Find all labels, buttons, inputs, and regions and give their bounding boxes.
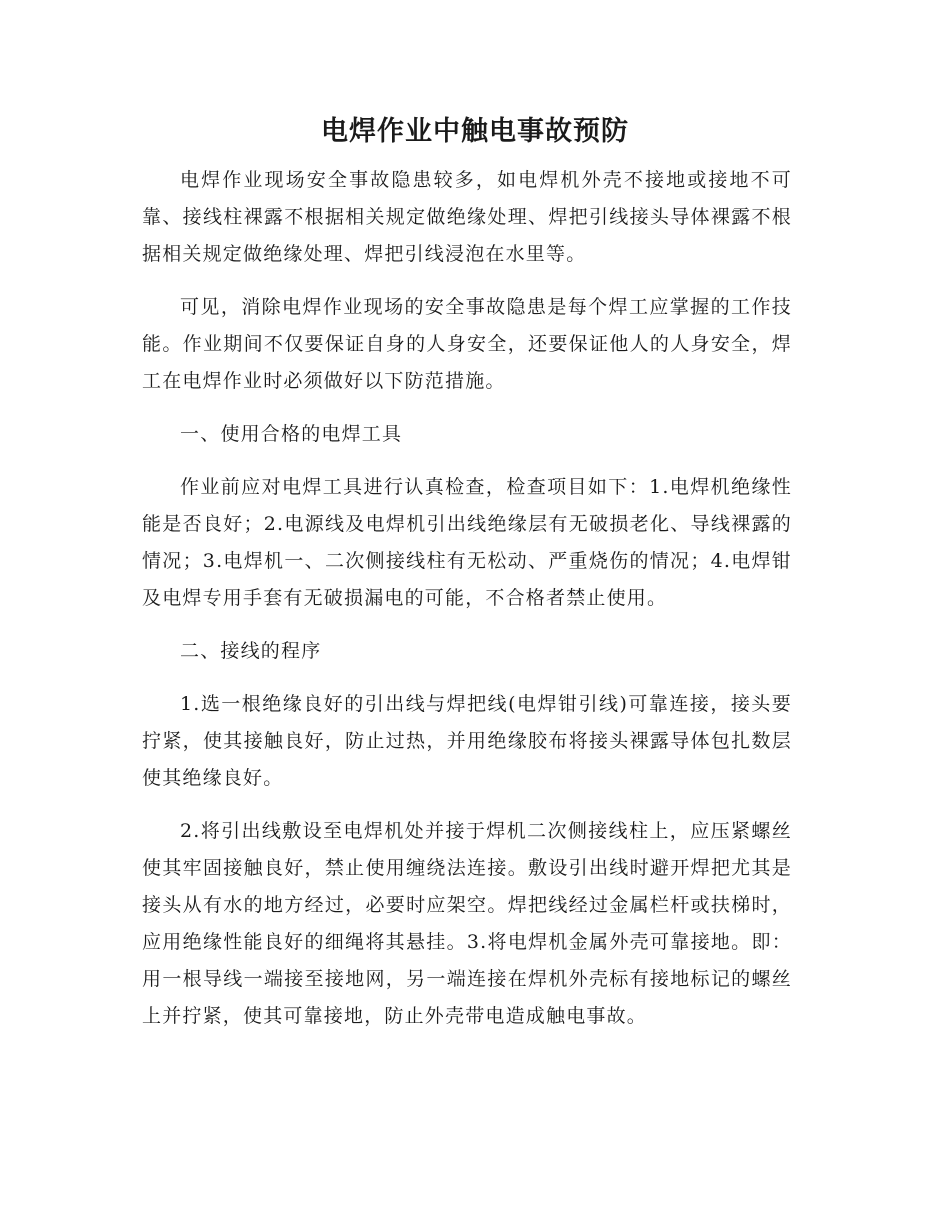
paragraph-tool-inspection: 作业前应对电焊工具进行认真检查，检查项目如下：1.电焊机绝缘性能是否良好；2.电源线及电焊机引出线绝缘层有无破损老化、导线裸露的情况；3.电焊机一、二次侧接线柱有无松动、严重烧伤的情况；4.电焊钳及电焊专用手套有无破损漏电的可能，不合格者禁止使用。: [142, 476, 792, 609]
document-title: 电焊作业中触电事故预防: [321, 116, 629, 147]
section-heading-tools: 一、使用合格的电焊工具: [180, 423, 403, 445]
section-heading-wiring: 二、接线的程序: [180, 640, 322, 662]
paragraph-wiring-step-2: 2.将引出线敷设至电焊机处并接于焊机二次侧接线柱上，应压紧螺丝使其牢固接触良好，禁止使用缠绕法连接。敷设引出线时避开焊把尤其是接头从有水的地方经过，必要时应架空。焊把线经过金属栏杆或扶梯时，应用绝缘性能良好的细绳将其悬挂。3.将电焊机金属外壳可靠接地。即：用一根导线一端接至接地网，另一端连接在焊机外壳标有接地标记的螺丝上并拧紧，使其可靠接地，防止外壳带电造成触电事故。: [142, 820, 792, 1027]
document-body: [142, 162, 792, 1051]
paragraph-wiring-step-1: 1.选一根绝缘良好的引出线与焊把线(电焊钳引线)可靠连接，接头要拧紧，使其接触良好，防止过热，并用绝缘胶布将接头裸露导体包扎数层使其绝缘良好。: [142, 693, 792, 789]
paragraph-intro: 电焊作业现场安全事故隐患较多，如电焊机外壳不接地或接地不可靠、接线柱裸露不根据相关规定做绝缘处理、焊把引线接头导体裸露不根据相关规定做绝缘处理、焊把引线浸泡在水里等。: [142, 169, 792, 265]
paragraph-measures: 可见，消除电焊作业现场的安全事故隐患是每个焊工应掌握的工作技能。作业期间不仅要保证自身的人身安全，还要保证他人的人身安全，焊工在电焊作业时必须做好以下防范措施。: [142, 296, 792, 392]
